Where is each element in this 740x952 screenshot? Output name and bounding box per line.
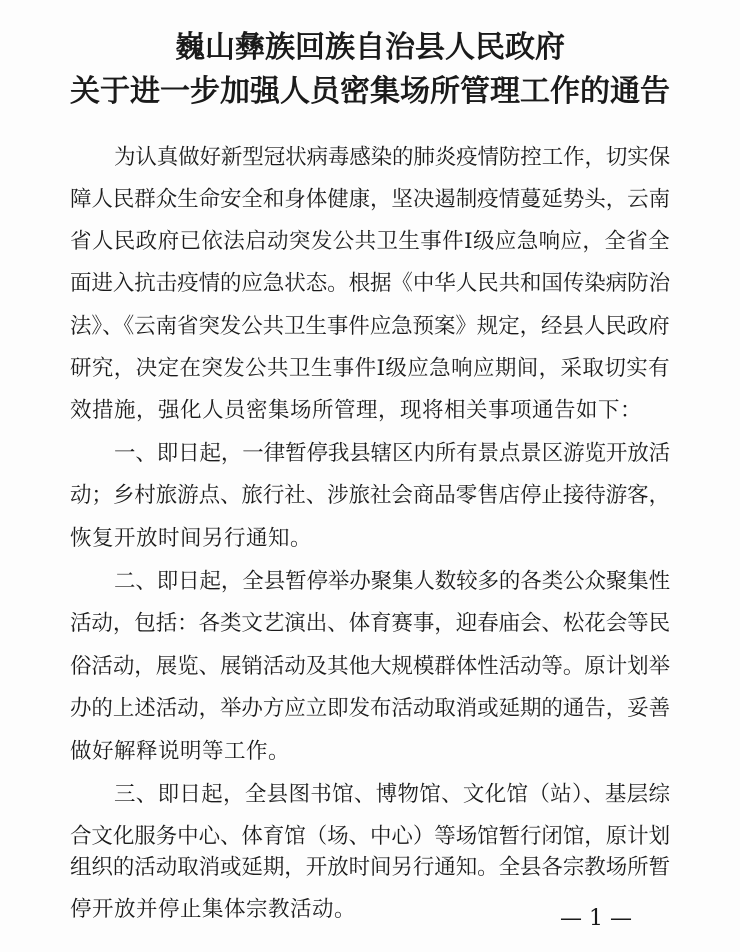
document-title-line-2: 关于进一步加强人员密集场所管理工作的通告: [70, 74, 670, 109]
body-line: 省人民政府已依法启动突发公共卫生事件Ⅰ级应急响应，全省全: [70, 229, 670, 254]
body-line: 做好解释说明等工作。: [70, 739, 291, 764]
body-line: 组织的活动取消或延期，开放时间另行通知。全县各宗教场所暂: [70, 855, 671, 880]
body-line: 办的上述活动，举办方应立即发布活动取消或延期的通告，妥善: [70, 696, 671, 721]
body-line: 停开放并停止集体宗教活动。: [70, 897, 357, 922]
document-title-line-1: 巍山彝族回族自治县人民政府: [175, 30, 565, 65]
page-number: — 1 —: [560, 906, 632, 931]
body-line: 俗活动，展览、展销活动及其他大规模群体性活动等。原计划举: [70, 654, 671, 679]
body-line: 一、即日起，一律暂停我县辖区内所有景点景区游览开放活: [114, 441, 671, 466]
body-line: 合文化服务中心、体育馆（场、中心）等场馆暂行闭馆，原计划: [70, 824, 671, 849]
body-line: 三、即日起，全县图书馆、博物馆、文化馆（站）、基层综: [114, 782, 671, 807]
body-line: 恢复开放时间另行通知。: [70, 526, 313, 551]
body-line: 障人民群众生命安全和身体健康，坚决遏制疫情蔓延势头，云南: [70, 187, 671, 212]
body-line: 效措施，强化人员密集场所管理，现将相关事项通告如下：: [70, 398, 643, 423]
body-line: 动；乡村旅游点、旅行社、涉旅社会商品零售店停止接待游客，: [70, 483, 671, 508]
body-line: 二、即日起，全县暂停举办聚集人数较多的各类公众聚集性: [114, 569, 671, 594]
body-line: 研究，决定在突发公共卫生事件Ⅰ级应急响应期间，采取切实有: [70, 356, 670, 381]
body-line: 法》、《云南省突发公共卫生事件应急预案》规定，经县人民政府: [70, 314, 670, 339]
body-line: 面进入抗击疫情的应急状态。根据《中华人民共和国传染病防治: [70, 271, 671, 296]
body-line: 活动，包括：各类文艺演出、体育赛事，迎春庙会、松花会等民: [70, 611, 671, 636]
body-line: 为认真做好新型冠状病毒感染的肺炎疫情防控工作，切实保: [114, 145, 671, 170]
